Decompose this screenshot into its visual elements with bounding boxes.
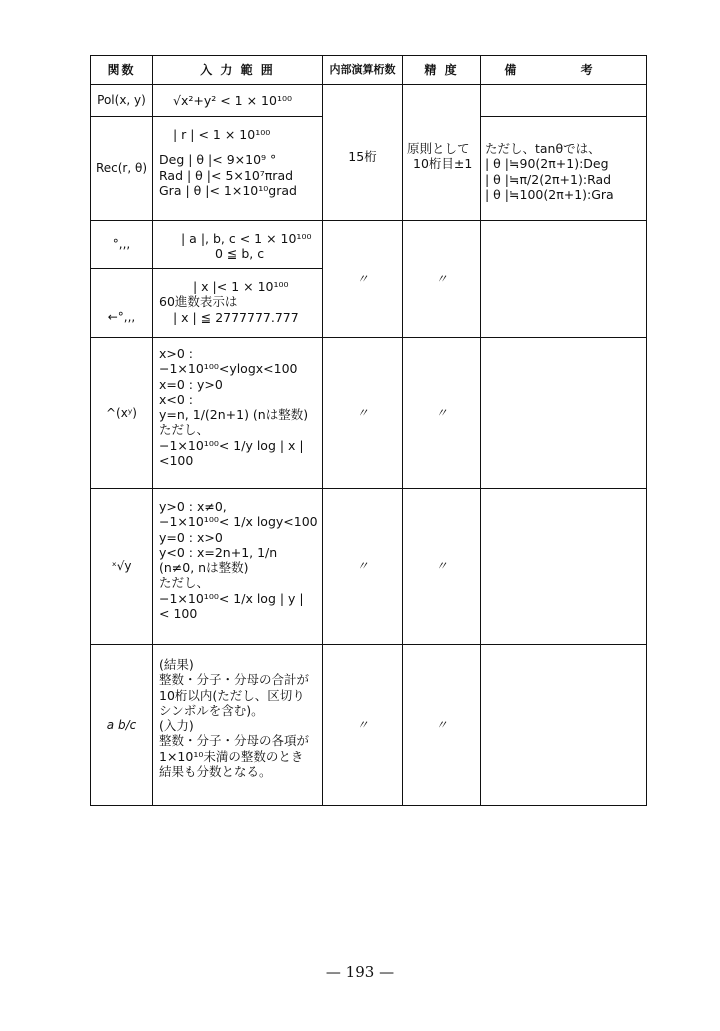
notes-pow-empty (481, 338, 647, 489)
range-dms-rev: | x |< 1 × 10¹⁰⁰ 60進数表示は | x | ≦ 2777777.777 (153, 269, 323, 338)
accuracy-dms: 〃 (403, 221, 481, 338)
range-root: y>0 : x≠0, −1×10¹⁰⁰< 1/x logy<100 y=0 : x>0 y<0 : x=2n+1, 1/n (n≠0, nは整数) ただし、 −1×10¹⁰⁰< 1/x log | y | < 100 (153, 489, 323, 645)
header-range: 入 力 範 囲 (153, 56, 323, 85)
digits-frac: 〃 (323, 645, 403, 806)
func-pow: ^(xʸ) (91, 338, 153, 489)
func-dms-rev: ←°,,, (91, 269, 153, 338)
accuracy-frac: 〃 (403, 645, 481, 806)
range-pow: x>0 : −1×10¹⁰⁰<ylogx<100 x=0 : y>0 x<0 : y=n, 1/(2n+1) (nは整数) ただし、 −1×10¹⁰⁰< 1/y log | x | <100 (153, 338, 323, 489)
accuracy-root: 〃 (403, 489, 481, 645)
accuracy-rec: 原則として 10桁目±1 (403, 117, 481, 221)
range-dms: | a |, b, c < 1 × 10¹⁰⁰ 0 ≦ b, c (153, 221, 323, 269)
accuracy-pow: 〃 (403, 338, 481, 489)
row-root (91, 489, 647, 645)
digits-dms: 〃 (323, 221, 403, 338)
func-rec: Rec(r, θ) (91, 117, 153, 221)
digits-pol-empty (323, 85, 403, 117)
func-frac: a b/c (91, 645, 153, 806)
notes-frac-empty (481, 645, 647, 806)
func-pol: Pol(x, y) (91, 85, 153, 117)
notes-rec: ただし、tanθでは、 | θ |≒90(2π+1):Deg | θ |≒π/2(2π+1):Rad | θ |≒100(2π+1):Gra (481, 117, 647, 221)
range-pol: √x²+y² < 1 × 10¹⁰⁰ (153, 85, 323, 117)
row-frac (91, 645, 647, 806)
header-digits: 内部演算桁数 (323, 56, 403, 85)
row-rec (91, 117, 647, 221)
range-frac: (結果) 整数・分子・分母の合計が 10桁以内(ただし、区切り シンボルを含む)。 (入力) 整数・分子・分母の各項が 1×10¹⁰未満の整数のとき 結果も分数となる。 (153, 645, 323, 806)
header-func: 関数 (91, 56, 153, 85)
row-pow (91, 338, 647, 489)
notes-pol-empty (481, 85, 647, 117)
func-dms: °,,, (91, 221, 153, 269)
row-dms (91, 221, 647, 269)
range-rec: | r | < 1 × 10¹⁰⁰ Deg | θ |< 9×10⁹ ° Rad | θ |< 5×10⁷πrad Gra | θ |< 1×10¹⁰grad (153, 117, 323, 221)
header-row (91, 56, 647, 85)
digits-root: 〃 (323, 489, 403, 645)
func-root: ˣ√y (91, 489, 153, 645)
notes-dms-empty (481, 221, 647, 338)
digits-pow: 〃 (323, 338, 403, 489)
digits-rec: 15桁 (323, 117, 403, 221)
header-notes: 備 考 (481, 56, 647, 85)
page-number: — 193 — (325, 963, 395, 981)
notes-root-empty (481, 489, 647, 645)
accuracy-pol-empty (403, 85, 481, 117)
header-accuracy: 精 度 (403, 56, 481, 85)
spec-table (90, 55, 647, 806)
row-pol (91, 85, 647, 117)
